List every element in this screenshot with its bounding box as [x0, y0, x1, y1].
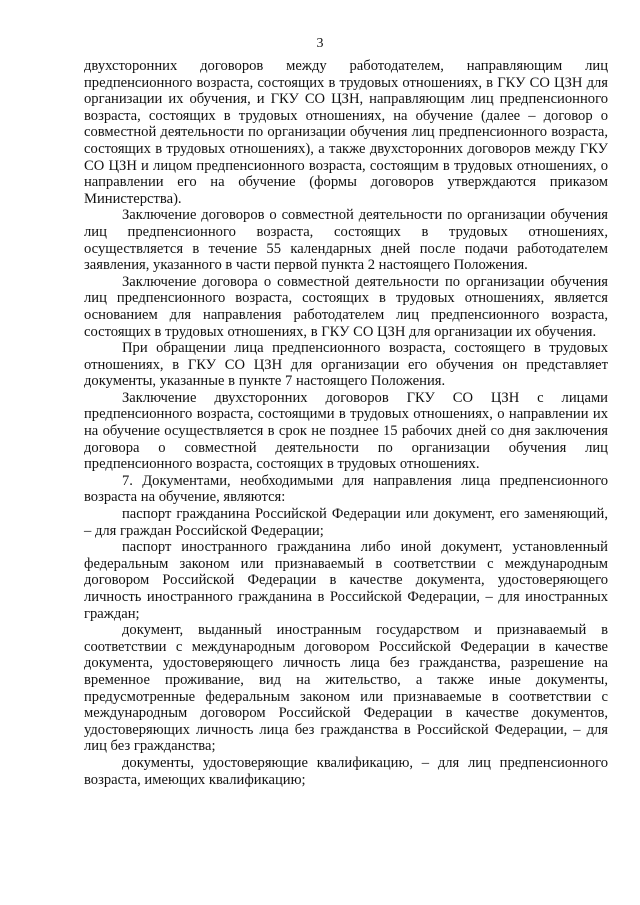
page-number: 3 [316, 36, 324, 51]
paragraph-section-7: 7. Документами, необходимыми для направления лица предпенсионного возраста на обучение, являются: [84, 472, 608, 506]
paragraph-applicant-documents: При обращении лица предпенсионного возраста, состоящего в трудовых отношениях, в ГКУ СО ЦЗН для организации его обучения он представляет документы, указанные в пункте 7 настоящего Положения. [84, 340, 608, 390]
list-item-foreign-passport: паспорт иностранного гражданина либо иной документ, установленный федеральным законом или признаваемый в соответствии с международным договором Российской Федерации в качестве документа, удостоверяющего личность иностранного гражданина в Российской Федерации, – для иностранных граждан; [84, 539, 608, 622]
list-item-citizen-passport: паспорт гражданина Российской Федерации или документ, его заменяющий, – для граждан Российской Федерации; [84, 506, 608, 539]
paragraph-contract-basis: Заключение договора о совместной деятельности по организации обучения лиц предпенсионного возраста, состоящих в трудовых отношениях, является основанием для направления работодателем лиц предпенсионного возраста, состоящих в трудовых отношениях, в ГКУ СО ЦЗН для организации их обучения. [84, 273, 608, 340]
document-body [84, 58, 608, 788]
paragraph-contract-term: Заключение договоров о совместной деятельности по организации обучения лиц предпенсионного возраста, состоящих в трудовых отношениях, осуществляется в течение 55 календарных дней после подачи работодателем заявления, указанного в части первой пункта 2 настоящего Положения. [84, 207, 608, 274]
paragraph-contract-forms: двухсторонних договоров между работодателем, направляющим лиц предпенсионного возраста, состоящих в трудовых отношениях, в ГКУ СО ЦЗН для организации их обучения, и ГКУ СО ЦЗН, направляющим лиц предпенсионного возраста, состоящих в трудовых отношениях, на обучение (далее – договор о совместной деятельности по организации обучения лиц предпенсионного возраста, состоящих в трудовых отношениях), а также двухсторонних договоров между ГКУ СО ЦЗН и лицом предпенсионного возраста, состоящим в трудовых отношениях, о направлении его на обучение (формы договоров утверждаются приказом Министерства). [84, 58, 608, 207]
list-item-stateless-documents: документ, выданный иностранным государством и признаваемый в соответствии с международным договором Российской Федерации в качестве документа, удостоверяющего личность лица без гражданства, разрешение на временное проживание, вид на жительство, а также иные документы, предусмотренные федеральным законом или признаваемые в соответствии с международным договором Российской Федерации в качестве документов, удостоверяющих личность лица без гражданства в Российской Федерации, – для лиц без гражданства; [84, 622, 608, 755]
list-item-qualification-documents: документы, удостоверяющие квалификацию, – для лиц предпенсионного возраста, имеющих квалификацию; [84, 754, 608, 788]
paragraph-bilateral-contracts: Заключение двухсторонних договоров ГКУ СО ЦЗН с лицами предпенсионного возраста, состоящими в трудовых отношениях, о направлении их на обучение осуществляется в срок не позднее 15 рабочих дней со дня заключения договора о совместной деятельности по организации обучения лиц предпенсионного возраста, состоящих в трудовых отношениях. [84, 389, 608, 473]
